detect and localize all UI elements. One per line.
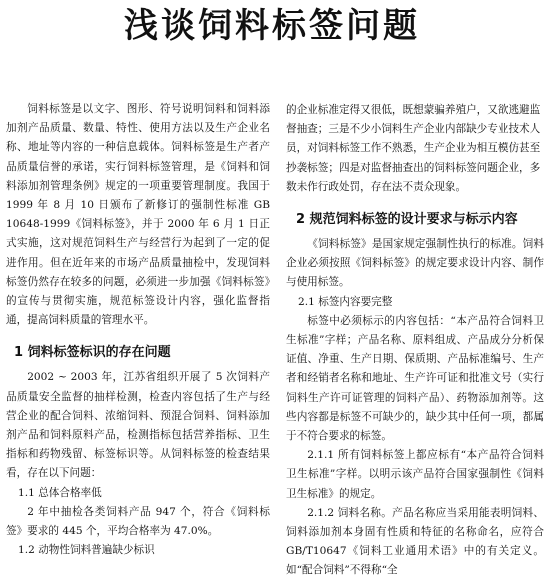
subsection-1-1-heading: 1.1 总体合格率低 [18, 486, 102, 499]
section-1-heading: 1 饲料标签标识的存在问题 [14, 345, 171, 361]
article-title: 浅谈饲料标签问题 [124, 6, 420, 46]
left-column [6, 100, 270, 560]
subsection-2-1-heading: 2.1 标签内容要完整 [298, 295, 393, 308]
intro-paragraph: 饲料标签是以文字、图形、符号说明饲料和饲料添加剂产品质量、数量、特性、使用方法以及生产企业名称、地址等内容的一种信息载体。饲料标签是生产者产品质量信誉的承诺，实行饲料标签管理，是《饲料和饲料添加剂管理条例》规定的一项重要管理制度。我国于 1999 年 8 月 10 日颁布了新修订的强制性标准 GB 10648-1999《饲料标签》，并于 2000 年 6 月 1 日正式实施，这对规范饲料生产与经营行为起到了一定的促进作用。但在近年来的市场产品质量抽检中，发现饲料标签仍然存在较多的问题，必须进一步加强《饲料标签》的宣传与贯彻实施，规范标签设计内容，强化监督指通，提高饲料质量的管理水平。 [6, 103, 270, 327]
right-column [286, 101, 544, 581]
section-2-paragraph: 《饲料标签》是国家规定强制性执行的标准。饲料企业必须按照《饲料标签》的规定要求设计内容、制作与使用标签。 [286, 238, 544, 289]
subsection-1-1-paragraph: 2 年中抽检各类饲料产品 947 个，符合《饲料标签》要求的 445 个，平均合格率为 47.0%。 [6, 505, 270, 538]
subsection-2-1-1-paragraph: 2.1.1 所有饲料标签上都应标有“本产品符合饲料卫生标准”字样。以明示该产品符合国家强制性《饲料卫生标准》的规定。 [286, 449, 544, 500]
subsection-1-2-heading: 1.2 动物性饲料普遍缺少标识 [18, 544, 155, 557]
section-1-paragraph: 2002 ~ 2003 年，江苏省组织开展了 5 次饲料产品质量安全监督的抽样检测，检查内容包括了生产与经营企业的配合饲料、浓缩饲料、预混合饲料、饲料添加剂产品和饲料原料产品，检测指标包括营养指标、卫生指标和药物残留、标签标识等。从饲料标签的检查结果看，存在以下问题： [6, 371, 270, 480]
subsection-2-1-paragraph: 标签中必须标示的内容包括：“本产品符合饲料卫生标准”字样；产品名称、原料组成、产品成分分析保证值、净重、生产日期、保质期、产品标准编号、生产者和经销者名称和地址、生产许可证和批准文号（实行饲料生产许可证管理的饲料产品）、药物添加剂等。这些内容都是标签不可缺少的，缺少其中任何一项，都属于不符合要求的标签。 [286, 314, 544, 443]
section-2-heading: 2 规范饲料标签的设计要求与标示内容 [296, 212, 518, 228]
subsection-2-1-2-paragraph: 2.1.2 饲料名称。产品名称应当采用能表明饲料、饲料添加剂本身固有性质和特征的名称命名，应符合GB/T10647《饲料工业通用术语》中的有关定义。如“配合饲料”不得称“全 [286, 506, 544, 577]
continued-paragraph: 的企业标准定得又很低，既想蒙骗养殖户，又欲逃避监督抽查；三是不少小饲料生产企业内部缺少专业技术人员，对饲料标签工作不熟悉，生产企业为相互模仿甚至抄袭标签；四是对监督抽查出的饲料标签问题企业，多数未作行政处罚，存在法不责众现象。 [286, 104, 541, 193]
